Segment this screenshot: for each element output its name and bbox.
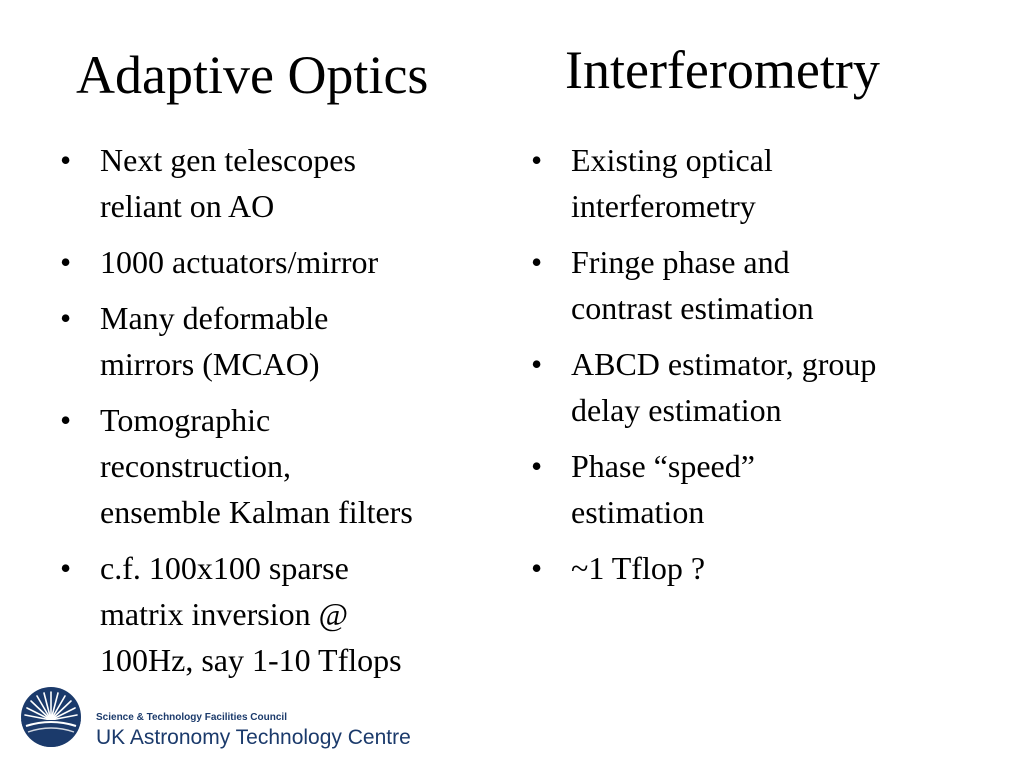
bullet-text-line: reliant on AO bbox=[100, 188, 275, 224]
bullet-text-line: ABCD estimator, group bbox=[571, 346, 877, 382]
bullet-icon: • bbox=[531, 244, 543, 280]
bullet-item bbox=[60, 545, 500, 683]
bullet-text-line: 1000 actuators/mirror bbox=[100, 244, 379, 280]
bullet-text-line: Fringe phase and bbox=[571, 244, 790, 280]
bullet-item bbox=[60, 239, 500, 285]
bullet-text-line: interferometry bbox=[571, 188, 756, 224]
bullet-icon: • bbox=[60, 402, 72, 438]
stfc-sunburst-logo-icon bbox=[20, 686, 82, 748]
bullet-icon: • bbox=[531, 346, 543, 382]
bullet-text-line: mirrors (MCAO) bbox=[100, 346, 320, 382]
bullet-text-line: c.f. 100x100 sparse bbox=[100, 550, 349, 586]
interferometry-bullet-list bbox=[531, 137, 971, 601]
centre-name: UK Astronomy Technology Centre bbox=[96, 726, 411, 749]
ukatc-logo bbox=[20, 686, 420, 750]
bullet-text-line: delay estimation bbox=[571, 392, 782, 428]
bullet-text-line: Phase “speed” bbox=[571, 448, 755, 484]
bullet-icon: • bbox=[60, 550, 72, 586]
bullet-text-line: Next gen telescopes bbox=[100, 142, 356, 178]
bullet-item bbox=[531, 239, 971, 331]
adaptive-optics-title: Adaptive Optics bbox=[76, 45, 429, 105]
bullet-text-line: Tomographic bbox=[100, 402, 271, 438]
bullet-item bbox=[60, 295, 500, 387]
bullet-icon: • bbox=[531, 142, 543, 178]
bullet-item bbox=[60, 137, 500, 229]
bullet-text-line: Many deformable bbox=[100, 300, 329, 336]
bullet-text-line: estimation bbox=[571, 494, 705, 530]
bullet-text-line: ensemble Kalman filters bbox=[100, 494, 413, 530]
bullet-item bbox=[531, 545, 971, 591]
bullet-text-line: Existing optical bbox=[571, 142, 773, 178]
bullet-text-line: 100Hz, say 1-10 Tflops bbox=[100, 642, 402, 678]
bullet-icon: • bbox=[60, 300, 72, 336]
bullet-icon: • bbox=[60, 142, 72, 178]
adaptive-optics-bullet-list bbox=[60, 137, 500, 693]
bullet-item bbox=[60, 397, 500, 535]
bullet-text-line: ~1 Tflop ? bbox=[571, 550, 706, 586]
bullet-item bbox=[531, 137, 971, 229]
bullet-icon: • bbox=[60, 244, 72, 280]
bullet-item bbox=[531, 443, 971, 535]
interferometry-title: Interferometry bbox=[565, 40, 880, 100]
bullet-text-line: matrix inversion @ bbox=[100, 596, 349, 632]
bullet-text-line: contrast estimation bbox=[571, 290, 814, 326]
council-name: Science & Technology Facilities Council bbox=[96, 712, 287, 723]
bullet-icon: • bbox=[531, 448, 543, 484]
bullet-icon: • bbox=[531, 550, 543, 586]
bullet-text-line: reconstruction, bbox=[100, 448, 292, 484]
bullet-item bbox=[531, 341, 971, 433]
